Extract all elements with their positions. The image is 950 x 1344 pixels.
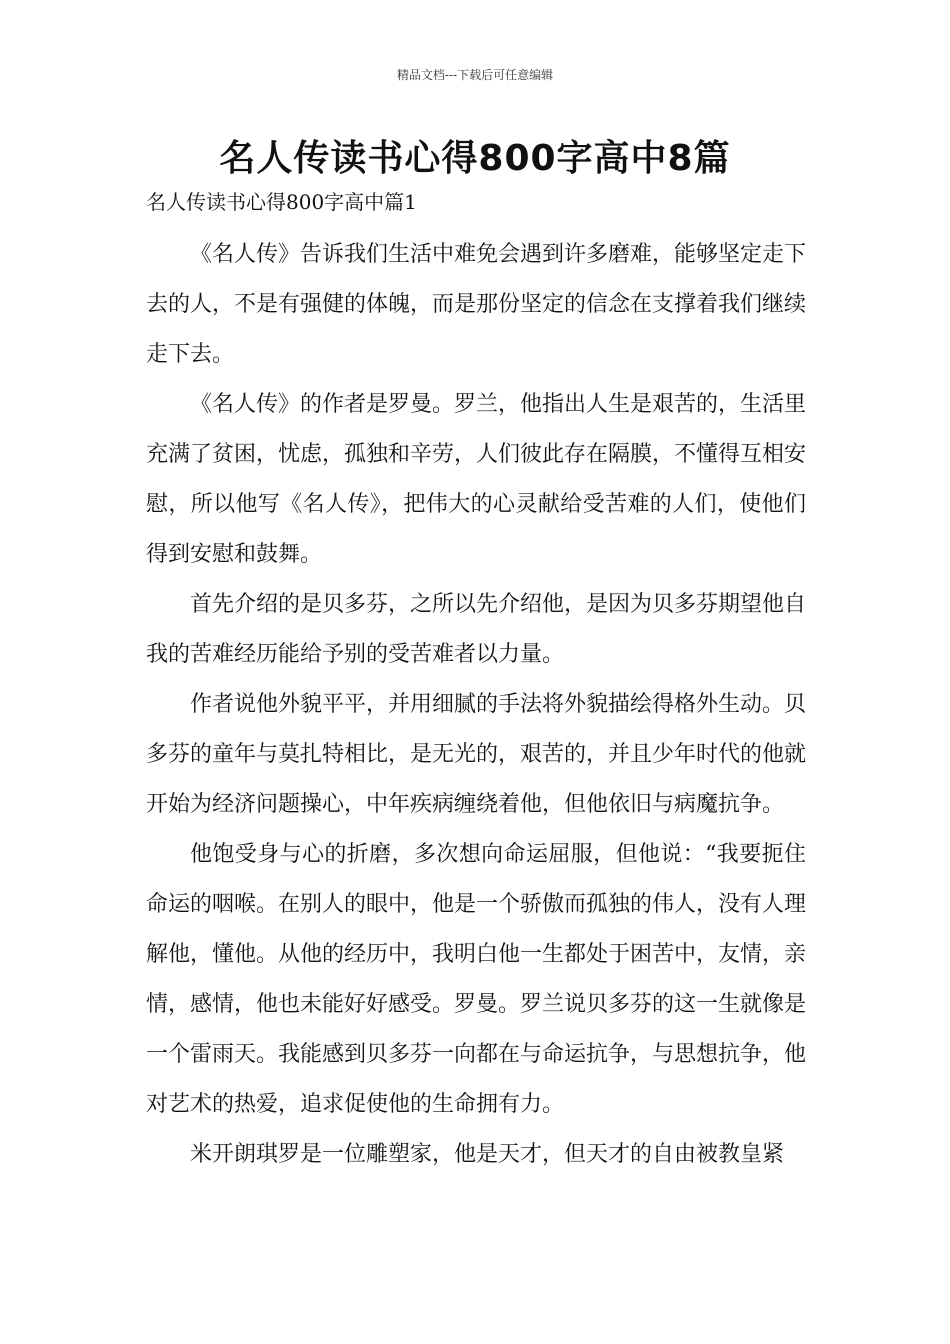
paragraph: 首先介绍的是贝多芬，之所以先介绍他，是因为贝多芬期望他自我的苦难经历能给予别的受苦难者以力量。 [146,592,807,667]
section-heading: 名人传读书心得800字高中篇1 [146,190,417,214]
paragraph: 《名人传》的作者是罗曼。罗兰，他指出人生是艰苦的，生活里充满了贫困，忧虑，孤独和辛劳，人们彼此存在隔膜，不懂得互相安慰，所以他写《名人传》，把伟大的心灵献给受苦难的人们，使他们得到安慰和鼓舞。 [146,392,807,567]
paragraph: 他饱受身与心的折磨，多次想向命运屈服，但他说：“我要扼住命运的咽喉。在别人的眼中，他是一个骄傲而孤独的伟人，没有人理解他，懂他。从他的经历中，我明白他一生都处于困苦中，友情，亲情，感情，他也未能好好感受。罗曼。罗兰说贝多芬的这一生就像是一个雷雨天。我能感到贝多芬一向都在与命运抗争，与思想抗争，他对艺术的热爱，追求促使他的生命拥有力。 [146,842,807,1117]
paragraph: 《名人传》告诉我们生活中难免会遇到许多磨难，能够坚定走下去的人，不是有强健的体魄，而是那份坚定的信念在支撑着我们继续走下去。 [146,242,807,367]
paragraph: 作者说他外貌平平，并用细腻的手法将外貌描绘得格外生动。贝多芬的童年与莫扎特相比，是无光的，艰苦的，并且少年时代的他就开始为经济问题操心，中年疾病缠绕着他，但他依旧与病魔抗争。 [146,692,807,817]
document-title: 名人传读书心得800字高中8篇 [219,138,731,179]
page-header: 精品文档---下载后可任意编辑 [396,68,554,82]
document-body [146,230,806,1180]
paragraph: 米开朗琪罗是一位雕塑家，他是天才，但天才的自由被教皇紧 [190,1142,785,1167]
